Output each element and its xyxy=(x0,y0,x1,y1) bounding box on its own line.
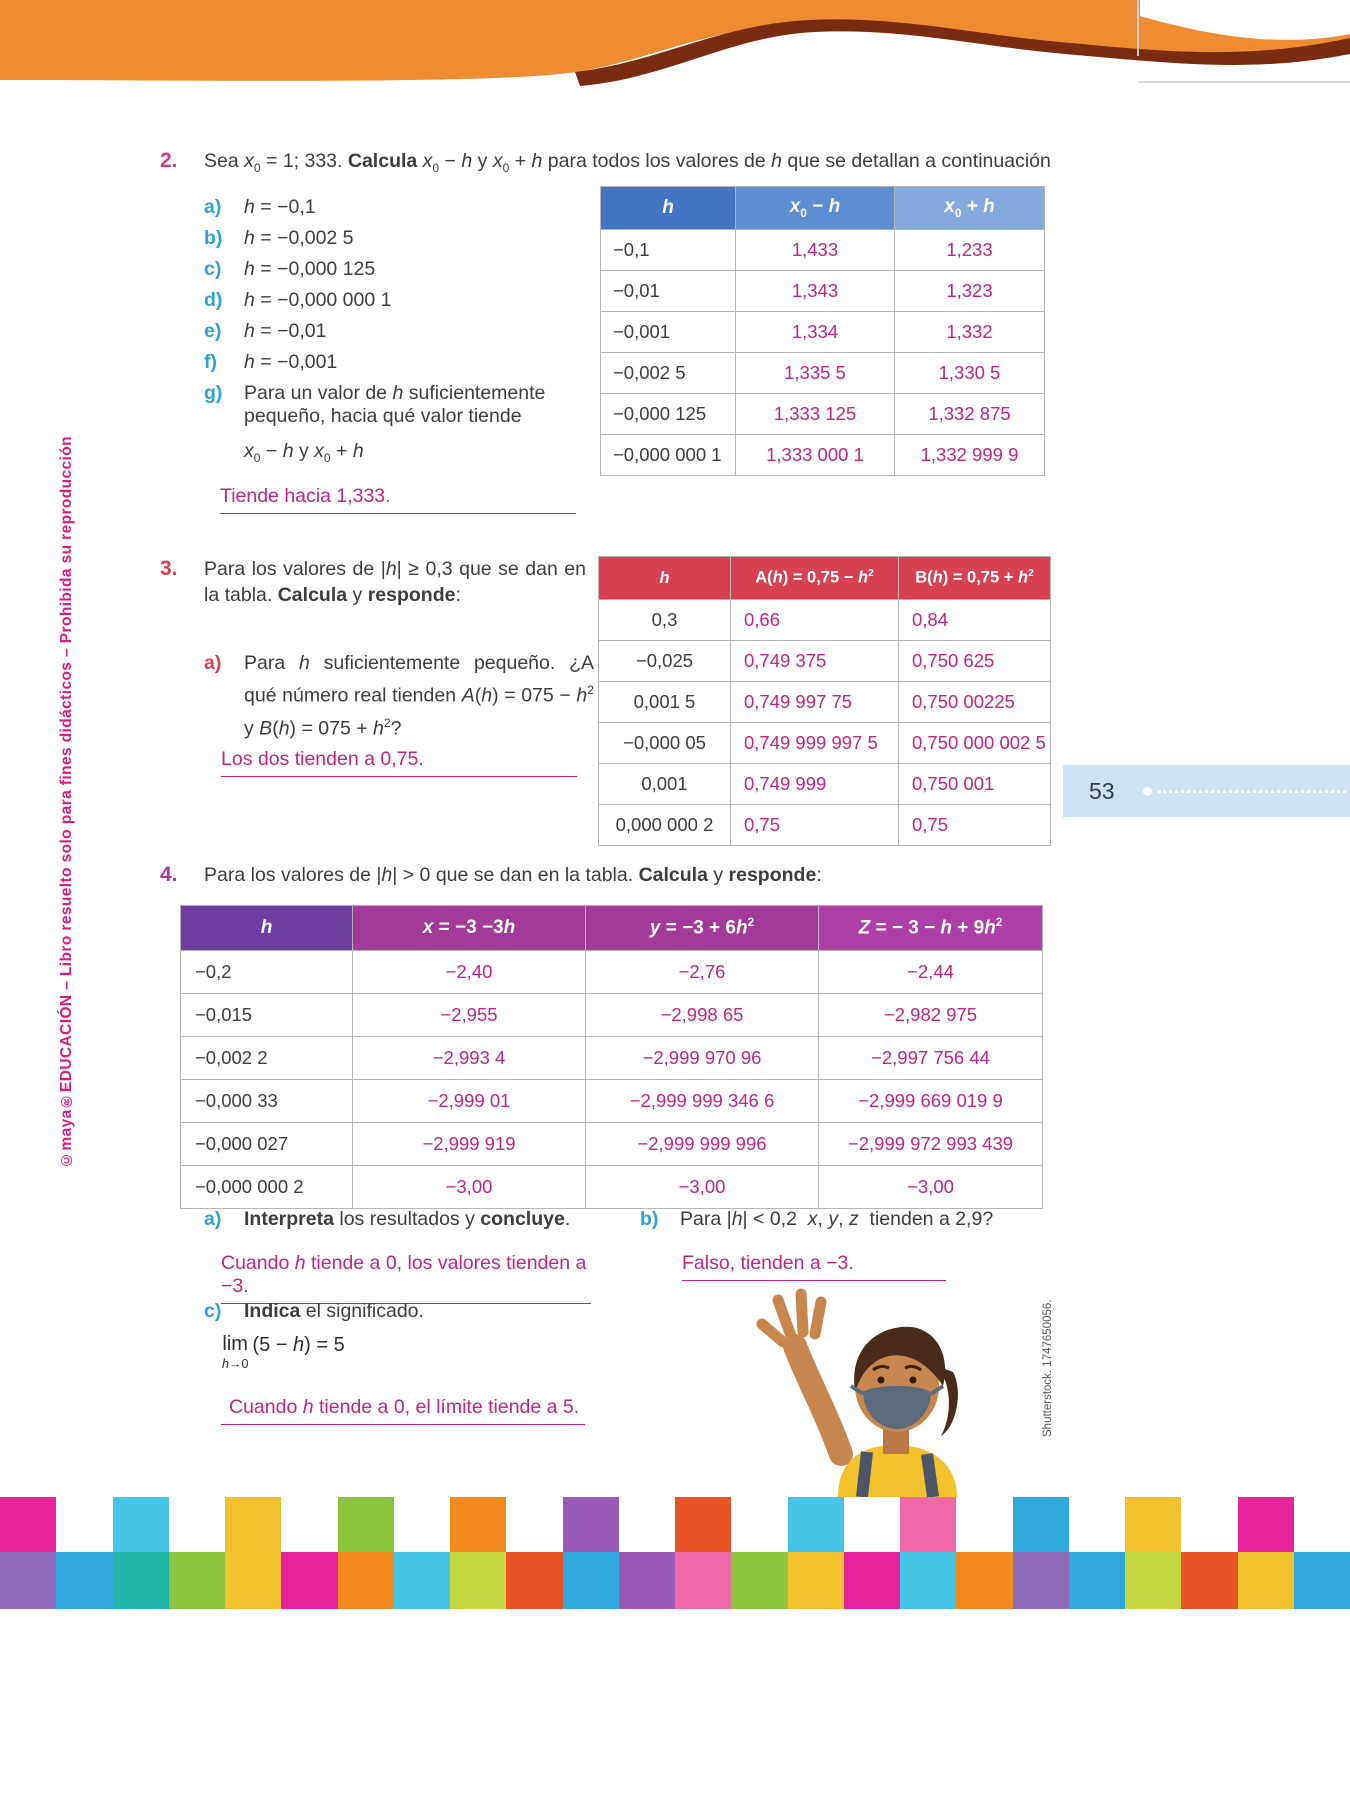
footer-tile xyxy=(338,1552,394,1609)
table-cell: 0,750 625 xyxy=(899,641,1051,682)
table-header-row xyxy=(181,906,1043,951)
table-cell: 0,749 997 75 xyxy=(731,682,899,723)
table-header-cell: $B(h) = 0,75 + h^2$ xyxy=(899,557,1051,600)
exercise-3-header xyxy=(160,556,590,608)
footer-tile xyxy=(788,1552,844,1609)
table-cell: 1,335 5 xyxy=(736,353,895,394)
table-cell: 1,332 xyxy=(895,312,1045,353)
table-header-row xyxy=(599,557,1051,600)
item-label: a) xyxy=(204,652,222,674)
table-cell: 0,3 xyxy=(599,600,731,641)
table-cell: −0,000 000 2 xyxy=(181,1166,353,1209)
table-cell: 1,323 xyxy=(895,271,1045,312)
table-cell: −0,000 05 xyxy=(599,723,731,764)
table-cell: −2,999 669 019 9 xyxy=(819,1080,1043,1123)
table-row xyxy=(601,394,1045,435)
item-text: Interpreta los resultados y concluye. xyxy=(244,1208,571,1230)
photo-credit: Shutterstock. 1747650056. xyxy=(1042,1299,1054,1437)
ex4-answer-c: Cuando h tiende a 0, el límite tiende a 5. xyxy=(221,1396,585,1425)
list-item xyxy=(204,382,596,428)
table-cell: −0,001 xyxy=(601,312,736,353)
table-cell: 0,75 xyxy=(899,805,1051,846)
table-cell: −2,993 4 xyxy=(353,1037,586,1080)
footer-tile xyxy=(1013,1552,1069,1609)
footer-tile xyxy=(450,1497,506,1552)
exercise-4-header xyxy=(160,862,1060,888)
footer-tile xyxy=(844,1497,900,1552)
exercise-2-items xyxy=(204,196,596,514)
footer-tile xyxy=(169,1552,225,1609)
lim-operator xyxy=(222,1334,248,1374)
table-row xyxy=(181,994,1043,1037)
footer-tile xyxy=(450,1552,506,1609)
footer-tile xyxy=(900,1497,956,1552)
raised-arm-icon xyxy=(762,1294,841,1454)
footer-tile xyxy=(563,1497,619,1552)
lim-word: lim xyxy=(222,1333,248,1355)
item-text: Para |h| < 0,2 x, y, z tienden a 2,9? xyxy=(680,1208,994,1230)
footer-tile xyxy=(169,1497,225,1552)
item-label: d) xyxy=(204,289,223,311)
top-wave-banner xyxy=(0,0,1350,100)
lim-subscript: h→0 xyxy=(222,1357,249,1371)
footer-tile xyxy=(1294,1497,1350,1552)
exercise-number: 4. xyxy=(160,863,178,886)
table-cell: −0,000 125 xyxy=(601,394,736,435)
footer-tile xyxy=(675,1497,731,1552)
table-cell: 0,66 xyxy=(731,600,899,641)
footer-row-top xyxy=(0,1497,1350,1552)
tab-dotted-leader xyxy=(1158,790,1346,793)
item-label: c) xyxy=(204,1300,222,1322)
table-cell: −2,44 xyxy=(819,951,1043,994)
table-header-cell: x = −3 −3h xyxy=(353,906,586,951)
table-row xyxy=(181,1166,1043,1209)
exercise-number: 2. xyxy=(160,149,178,172)
footer-tile xyxy=(900,1552,956,1609)
exercise-3-item-a xyxy=(204,650,596,742)
footer-tile xyxy=(281,1552,337,1609)
footer-tile xyxy=(956,1497,1012,1552)
item-label: a) xyxy=(204,1208,222,1230)
item-label: e) xyxy=(204,320,222,342)
ex3-table xyxy=(598,556,1051,846)
footer-tile xyxy=(1125,1552,1181,1609)
item-text: Para un valor de h suficientemente pequeño, hacia qué valor tiende xyxy=(244,382,546,427)
exercise-statement: Sea $x_0 = 1$; 333. Calcula $x_0 - h$ y $x_0 + h$ para todos los valores de h que se detallan a continuación xyxy=(204,150,1051,175)
table-cell: −0,000 027 xyxy=(181,1123,353,1166)
footer-tile xyxy=(675,1552,731,1609)
footer-tile xyxy=(1125,1497,1181,1552)
table-row xyxy=(599,764,1051,805)
ex4-table xyxy=(180,905,1043,1209)
table-cell: −0,002 2 xyxy=(181,1037,353,1080)
footer-tile xyxy=(619,1552,675,1609)
table-row xyxy=(599,723,1051,764)
table-cell: −0,000 33 xyxy=(181,1080,353,1123)
table-cell: −2,999 999 996 xyxy=(586,1123,819,1166)
item-label: b) xyxy=(640,1208,659,1230)
head-icon xyxy=(851,1327,958,1436)
table-cell: 1,333 125 xyxy=(736,394,895,435)
table-cell: −2,76 xyxy=(586,951,819,994)
table-row xyxy=(601,271,1045,312)
exercise-statement: Para los valores de |h| ≥ 0,3 que se dan en la tabla. Calcula y responde: xyxy=(204,558,586,606)
table-cell: 0,84 xyxy=(899,600,1051,641)
list-item xyxy=(204,289,596,312)
ex4-answer-a: Cuando h tiende a 0, los valores tienden a −3. xyxy=(221,1252,591,1304)
table-header-cell: $x_0 - h$ xyxy=(736,187,895,230)
footer-tile xyxy=(56,1552,112,1609)
table-cell: −0,1 xyxy=(601,230,736,271)
table-cell: 1,332 999 9 xyxy=(895,435,1045,476)
table-row xyxy=(599,805,1051,846)
exercise-4-item-a xyxy=(204,1208,644,1231)
table-cell: 0,001 5 xyxy=(599,682,731,723)
table-header-cell: h xyxy=(599,557,731,600)
item-text: h = −0,1 xyxy=(244,196,316,218)
footer-tile xyxy=(731,1497,787,1552)
table-row xyxy=(181,1123,1043,1166)
footer-tile xyxy=(506,1497,562,1552)
footer-tile xyxy=(113,1497,169,1552)
footer-tile xyxy=(1181,1497,1237,1552)
table-row xyxy=(599,641,1051,682)
copyright-watermark: ©maya®EDUCACIÓN – Libro resuelto solo para fines didácticos – Prohibida su reproducción xyxy=(58,436,75,1168)
footer-tile xyxy=(56,1497,112,1552)
table-cell: −0,015 xyxy=(181,994,353,1037)
table-cell: −0,025 xyxy=(599,641,731,682)
table-cell: 1,332 875 xyxy=(895,394,1045,435)
footer-tile xyxy=(619,1497,675,1552)
item-label: g) xyxy=(204,382,223,404)
page-number-tab xyxy=(1063,765,1350,817)
item-text: h = −0,01 xyxy=(244,320,327,342)
ex2-table xyxy=(600,186,1045,476)
item-text: Para h suficientemente pequeño. ¿A qué número real tienden $A(h) = 075 - h^2$ y $B(h) = 075 + h^2$? xyxy=(244,652,594,739)
exercise-2-header xyxy=(160,148,1235,181)
table-cell: −2,999 970 96 xyxy=(586,1037,819,1080)
footer-tile xyxy=(394,1552,450,1609)
table-header-cell: Z = − $3 - h + 9h^2$ xyxy=(819,906,1043,951)
table-cell: −2,999 01 xyxy=(353,1080,586,1123)
footer-row-bottom xyxy=(0,1552,1350,1609)
footer-tile xyxy=(1069,1552,1125,1609)
footer-tile xyxy=(844,1552,900,1609)
list-item xyxy=(204,227,596,250)
table-cell: 1,343 xyxy=(736,271,895,312)
table-cell: −2,40 xyxy=(353,951,586,994)
footer-tile xyxy=(956,1552,1012,1609)
table-header-cell: $x_0 + h$ xyxy=(895,187,1045,230)
table-cell: 0,000 000 2 xyxy=(599,805,731,846)
footer-tile xyxy=(1181,1552,1237,1609)
table-cell: −0,01 xyxy=(601,271,736,312)
footer-tile xyxy=(1238,1552,1294,1609)
footer-tile xyxy=(788,1497,844,1552)
table-row xyxy=(599,682,1051,723)
table-cell: 1,433 xyxy=(736,230,895,271)
table-header-cell: $y = -3 + 6h^2$ xyxy=(586,906,819,951)
footer-tile xyxy=(113,1552,169,1609)
table-cell: 1,233 xyxy=(895,230,1045,271)
table-cell: −0,002 5 xyxy=(601,353,736,394)
exercise-statement: Para los valores de |h| > 0 que se dan en la tabla. Calcula y responde: xyxy=(204,864,822,886)
item-text: h = −0,000 125 xyxy=(244,258,376,280)
footer-tile xyxy=(225,1497,281,1552)
footer-tile xyxy=(338,1497,394,1552)
table-cell: −0,000 000 1 xyxy=(601,435,736,476)
table-cell: 0,750 00225 xyxy=(899,682,1051,723)
page-number: 53 xyxy=(1089,777,1115,804)
table-row xyxy=(181,1080,1043,1123)
table-row xyxy=(601,435,1045,476)
table-cell: 1,330 5 xyxy=(895,353,1045,394)
footer-tile xyxy=(1013,1497,1069,1552)
ex4-answer-b: Falso, tienden a −3. xyxy=(682,1252,946,1281)
list-item xyxy=(204,351,596,374)
table-cell: −2,999 919 xyxy=(353,1123,586,1166)
item-text: h = −0,001 xyxy=(244,351,338,373)
ex2-answer: Tiende hacia 1,333. xyxy=(220,485,576,514)
table-row xyxy=(601,230,1045,271)
limit-formula xyxy=(222,1334,345,1374)
table-cell: −2,998 65 xyxy=(586,994,819,1037)
exercise-4-item-b xyxy=(640,1208,1040,1231)
table-cell: −2,955 xyxy=(353,994,586,1037)
list-item xyxy=(204,320,596,343)
footer-tile xyxy=(731,1552,787,1609)
table-cell: −3,00 xyxy=(353,1166,586,1209)
footer-tile xyxy=(1294,1552,1350,1609)
table-row xyxy=(599,600,1051,641)
table-cell: 0,749 999 xyxy=(731,764,899,805)
table-cell: 0,750 001 xyxy=(899,764,1051,805)
footer-tile xyxy=(225,1552,281,1609)
item-text: h = −0,000 000 1 xyxy=(244,289,392,311)
table-row xyxy=(601,312,1045,353)
footer-tile xyxy=(0,1552,56,1609)
item-label: c) xyxy=(204,258,222,280)
table-cell: 0,75 xyxy=(731,805,899,846)
table-cell: 0,750 000 002 5 xyxy=(899,723,1051,764)
item-label: a) xyxy=(204,196,222,218)
list-item xyxy=(204,196,596,219)
table-cell: −0,2 xyxy=(181,951,353,994)
footer-tile xyxy=(506,1552,562,1609)
table-header-cell: $A(h) = 0,75 - h^2$ xyxy=(731,557,899,600)
table-cell: 0,749 999 997 5 xyxy=(731,723,899,764)
table-cell: −2,999 972 993 439 xyxy=(819,1123,1043,1166)
table-cell: 0,749 375 xyxy=(731,641,899,682)
table-cell: −2,999 999 346 6 xyxy=(586,1080,819,1123)
table-row xyxy=(601,353,1045,394)
item-text: Indica el significado. xyxy=(244,1300,424,1322)
table-cell: −2,982 975 xyxy=(819,994,1043,1037)
exercise-number: 3. xyxy=(160,557,178,580)
item-label: f) xyxy=(204,351,217,373)
lim-expression: (5 − h) = 5 xyxy=(252,1334,345,1356)
table-header-cell: h xyxy=(181,906,353,951)
table-cell: 1,333 000 1 xyxy=(736,435,895,476)
footer-tile xyxy=(394,1497,450,1552)
table-cell: −2,997 756 44 xyxy=(819,1037,1043,1080)
tab-dot-icon xyxy=(1143,787,1152,796)
table-cell: 1,334 xyxy=(736,312,895,353)
list-item xyxy=(204,258,596,281)
exercise-4-item-c xyxy=(204,1300,624,1323)
table-cell: 0,001 xyxy=(599,764,731,805)
footer-tile xyxy=(563,1552,619,1609)
table-row xyxy=(181,1037,1043,1080)
ex3-answer: Los dos tienden a 0,75. xyxy=(221,748,577,777)
footer-color-strip xyxy=(0,1497,1350,1609)
footer-tile xyxy=(1238,1497,1294,1552)
ex2-g-expression: $x_0 - h$ y $x_0 + h$ xyxy=(244,440,364,465)
table-cell: −3,00 xyxy=(586,1166,819,1209)
table-header-cell: h xyxy=(601,187,736,230)
item-text: h = −0,002 5 xyxy=(244,227,354,249)
footer-tile xyxy=(0,1497,56,1552)
student-illustration xyxy=(745,1282,1015,1497)
footer-tile xyxy=(281,1497,337,1552)
table-cell: −3,00 xyxy=(819,1166,1043,1209)
table-header-row xyxy=(601,187,1045,230)
footer-tile xyxy=(1069,1497,1125,1552)
table-row xyxy=(181,951,1043,994)
item-label: b) xyxy=(204,227,223,249)
